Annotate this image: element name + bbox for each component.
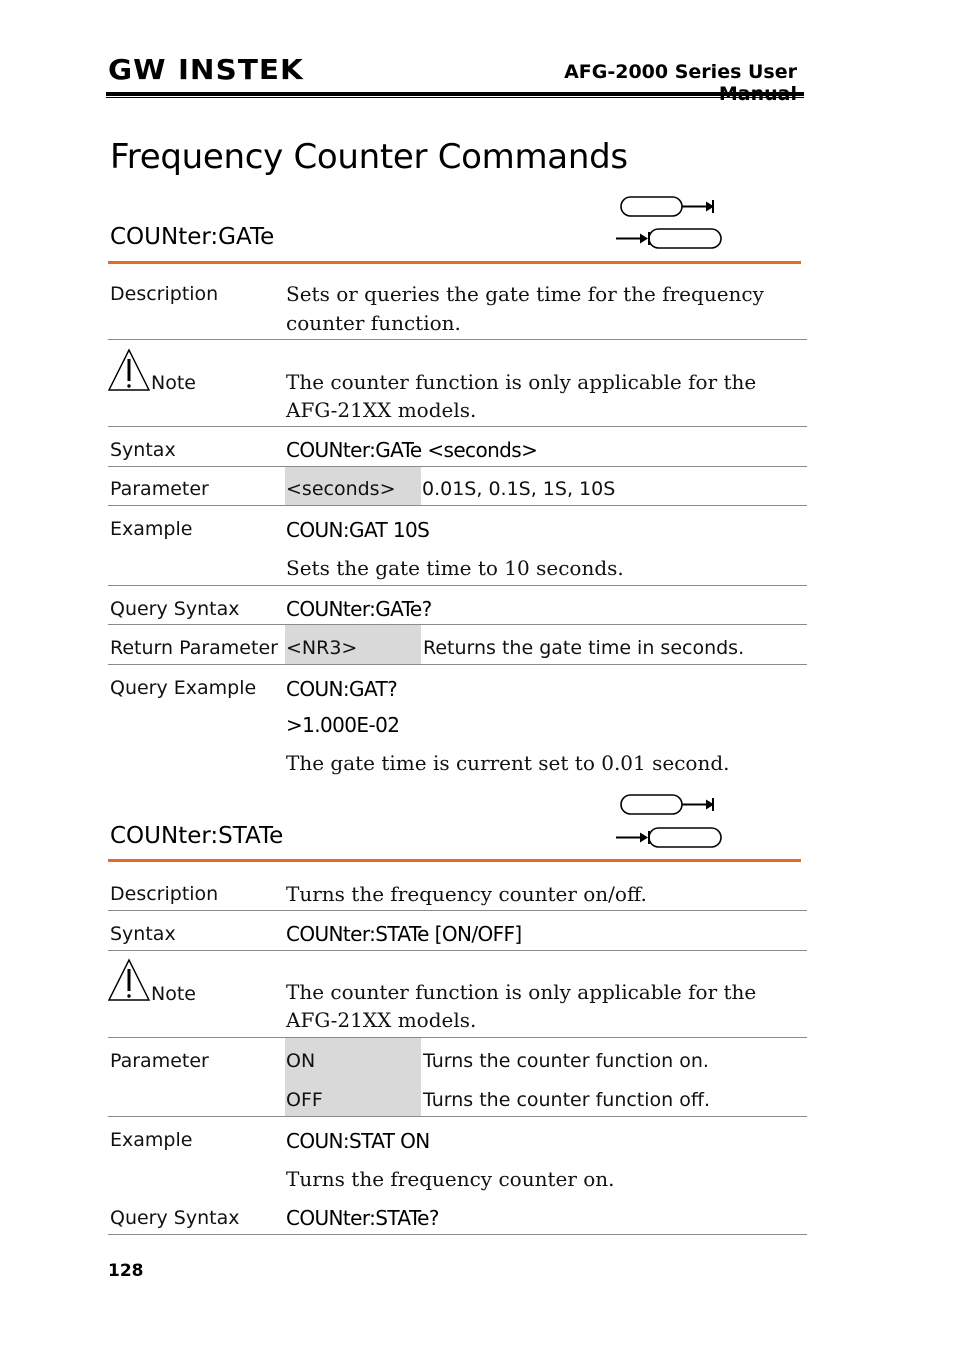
warning-triangle-icon xyxy=(108,958,152,1002)
section-title-state: COUNter:STATe xyxy=(110,823,284,849)
parameter-name: <seconds> xyxy=(286,478,396,500)
description-text: Turns the frequency counter on/off. xyxy=(286,882,647,906)
parameter-name-off: OFF xyxy=(286,1089,323,1111)
section-rule xyxy=(108,261,801,264)
note-label: Note xyxy=(151,983,196,1005)
example-command: COUN:STAT ON xyxy=(286,1129,430,1153)
row-divider xyxy=(108,664,807,665)
query-syntax-label: Query Syntax xyxy=(110,598,240,620)
row-divider xyxy=(108,585,807,586)
example-label: Example xyxy=(110,518,193,540)
row-divider xyxy=(108,505,807,506)
section-title-gate: COUNter:GATe xyxy=(110,224,275,250)
header-rule xyxy=(106,92,804,96)
example-label: Example xyxy=(110,1129,193,1151)
row-divider xyxy=(108,1037,807,1038)
note-text-2: AFG-21XX models. xyxy=(286,398,477,422)
row-divider xyxy=(108,426,807,427)
note-text: The counter function is only applicable for the xyxy=(286,370,757,394)
parameter-values: 0.01S, 0.1S, 1S, 10S xyxy=(422,478,616,500)
row-divider xyxy=(108,910,807,911)
section-rule xyxy=(108,859,801,862)
query-command-icon xyxy=(612,791,722,851)
row-divider xyxy=(108,466,807,467)
syntax-label: Syntax xyxy=(110,923,176,945)
syntax-command: COUNter:GATe <seconds> xyxy=(286,438,538,462)
row-divider xyxy=(108,339,807,340)
description-text-2: counter function. xyxy=(286,311,461,335)
query-syntax-command: COUNter:GATe? xyxy=(286,597,432,621)
query-example-label: Query Example xyxy=(110,677,257,699)
set-query-icons xyxy=(612,193,722,253)
parameter-description-off: Turns the counter function off. xyxy=(423,1089,710,1111)
row-divider xyxy=(108,950,807,951)
warning-triangle-icon xyxy=(108,348,152,392)
description-label: Description xyxy=(110,883,219,905)
query-command-icon xyxy=(612,193,722,253)
description-label: Description xyxy=(110,283,219,305)
parameter-label: Parameter xyxy=(110,478,209,500)
header-rule-thin xyxy=(106,97,804,98)
set-query-icons xyxy=(612,791,722,851)
query-example-command: COUN:GAT? xyxy=(286,677,398,701)
description-text: Sets or queries the gate time for the frequency xyxy=(286,282,764,306)
query-example-description: The gate time is current set to 0.01 second. xyxy=(286,751,730,775)
note-label: Note xyxy=(151,372,196,394)
return-parameter-name: <NR3> xyxy=(286,637,358,659)
query-example-response: >1.000E-02 xyxy=(286,713,400,737)
parameter-name-on: ON xyxy=(286,1050,316,1072)
manual-title: AFG-2000 Series User xyxy=(564,61,797,83)
example-description: Sets the gate time to 10 seconds. xyxy=(286,556,624,580)
syntax-label: Syntax xyxy=(110,439,176,461)
parameter-description-on: Turns the counter function on. xyxy=(423,1050,709,1072)
note-text-2: AFG-21XX models. xyxy=(286,1008,477,1032)
row-divider xyxy=(108,624,807,625)
return-parameter-label: Return Parameter xyxy=(110,637,278,659)
query-syntax-command: COUNter:STATe? xyxy=(286,1206,439,1230)
query-syntax-label: Query Syntax xyxy=(110,1207,240,1229)
example-command: COUN:GAT 10S xyxy=(286,518,430,542)
page-title: Frequency Counter Commands xyxy=(110,137,628,177)
row-divider xyxy=(108,1234,807,1235)
parameter-label: Parameter xyxy=(110,1050,209,1072)
syntax-command: COUNter:STATe [ON/OFF] xyxy=(286,922,522,946)
row-divider xyxy=(108,1116,807,1117)
page-number: 128 xyxy=(108,1261,144,1281)
return-parameter-description: Returns the gate time in seconds. xyxy=(423,637,745,659)
note-text: The counter function is only applicable for the xyxy=(286,980,757,1004)
brand-logo: GW INSTEK xyxy=(108,53,304,86)
example-description: Turns the frequency counter on. xyxy=(286,1167,615,1191)
